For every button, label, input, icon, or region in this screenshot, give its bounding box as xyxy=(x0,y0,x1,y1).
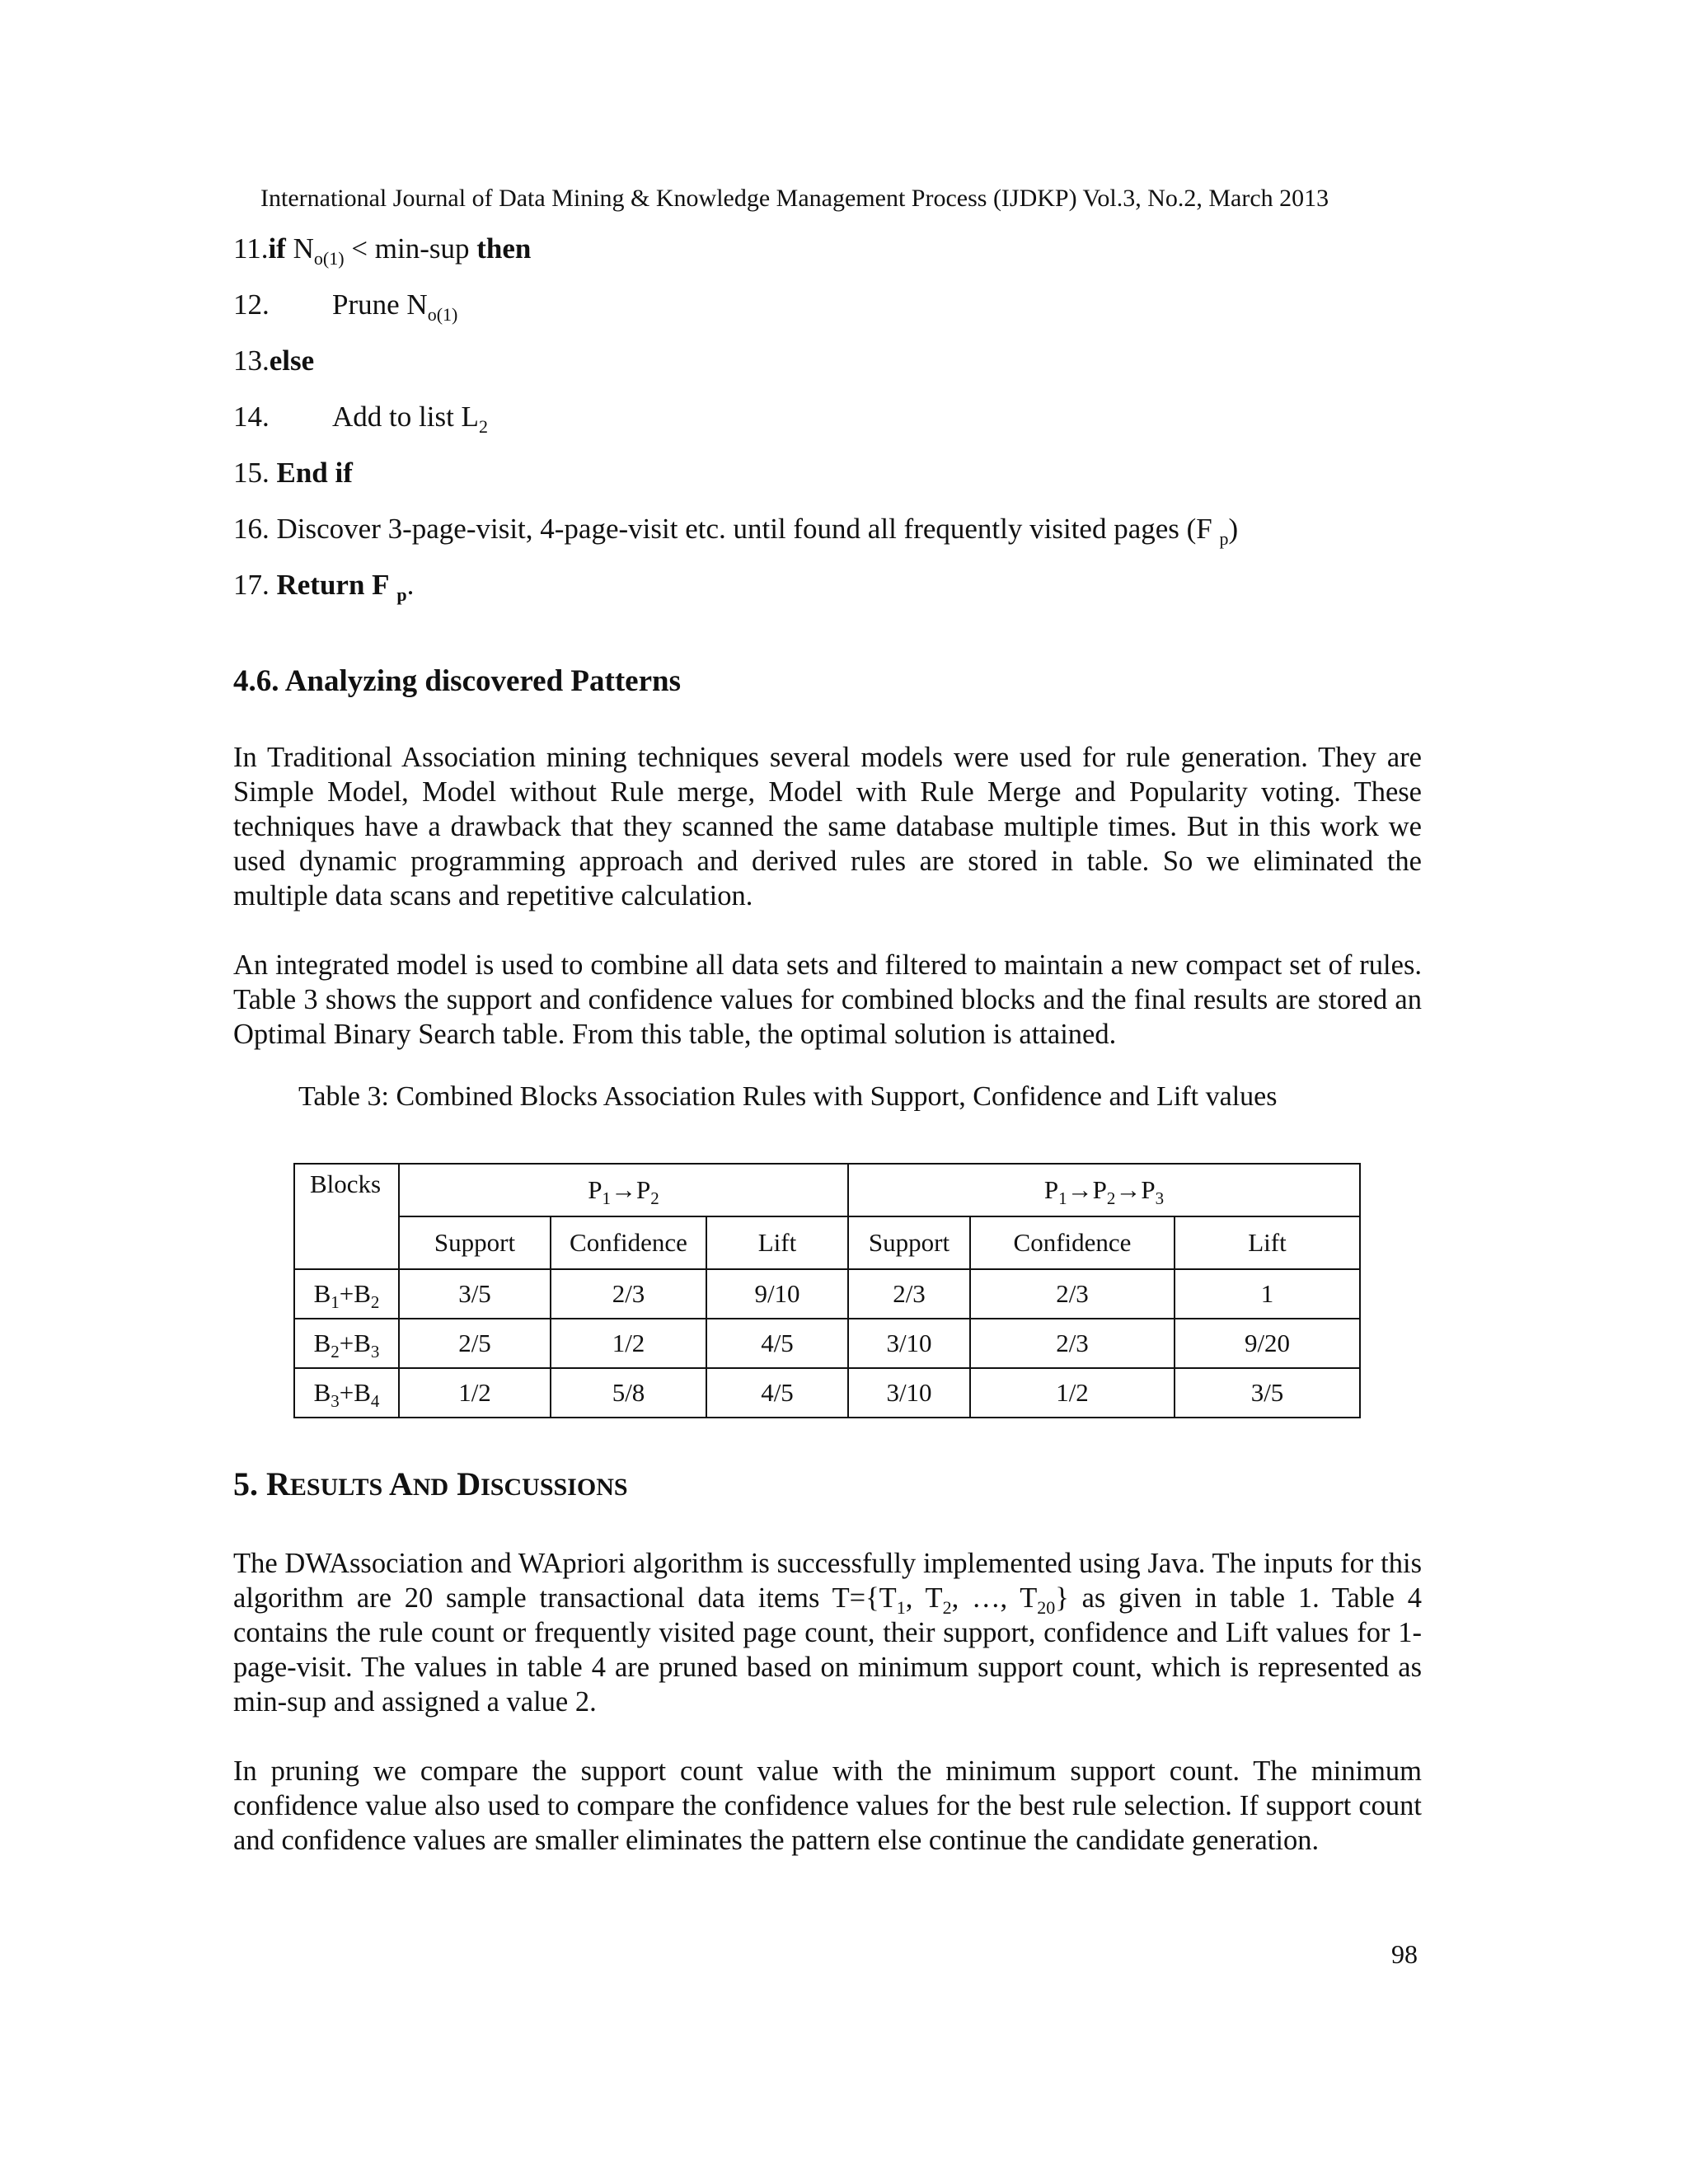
paragraph-4-6-2: An integrated model is used to combine all data sets and filtered to maintain a new compact set of rules. Table 3 shows the support and confidence values for combined blocks and the final results are stored an Optimal Binary Search table. From this table, the optimal solution is attained. xyxy=(233,949,1422,1050)
table-cell: 4/5 xyxy=(706,1319,848,1368)
paragraph-4-6-1: In Traditional Association mining techniques several models were used for rule generation. They are Simple Model, Model without Rule merge, Model with Rule Merge and Popularity voting. These techniques have a drawback that they scanned the same database multiple times. But in this work we used dynamic programming approach and derived rules are stored in table. So we eliminated the multiple data scans and repetitive calculation. xyxy=(233,742,1422,912)
table-cell: 3/10 xyxy=(848,1368,970,1418)
running-header: International Journal of Data Mining & Knowledge Management Process (IJDKP) Vol.3, No.2, March 2013 xyxy=(260,185,1329,212)
column-header: Confidence xyxy=(551,1216,706,1269)
group-header-p1-p2-p3: $P_1\to P_2\to P_3$ xyxy=(848,1164,1360,1216)
table-cell: 4/5 xyxy=(706,1368,848,1418)
column-header: Confidence xyxy=(970,1216,1175,1269)
table-row xyxy=(294,1269,1360,1319)
algorithm-line-11: 11.if $N_{o(1)} < \min-sup$ then xyxy=(233,232,532,269)
table-cell: 5/8 xyxy=(551,1368,706,1418)
algorithm-line-13: 13.else xyxy=(233,344,315,377)
table-cell: 9/20 xyxy=(1175,1319,1360,1368)
row-label: $B_1+B_2$ xyxy=(294,1269,399,1319)
table-cell: 9/10 xyxy=(706,1269,848,1319)
table-cell: 1/2 xyxy=(399,1368,551,1418)
algorithm-line-14: 14. Add to list $L_2$ xyxy=(233,401,488,437)
table-3 xyxy=(293,1163,1361,1418)
paragraph-5-2: In pruning we compare the support count value with the minimum support count. The minimum confidence value also used to compare the confidence values for the best rule selection. If support count and confidence values are smaller eliminates the pattern else continue the candidate generation. xyxy=(233,1755,1422,1856)
table-cell: 2/3 xyxy=(551,1269,706,1319)
section-heading-5: 5. RESULTS AND DISCUSSIONS xyxy=(233,1465,628,1502)
algorithm-line-15: 15. End if xyxy=(233,457,353,489)
column-header: Lift xyxy=(1175,1216,1360,1269)
column-header: Lift xyxy=(706,1216,848,1269)
group-header-p1-p2: $P_1\to P_2$ xyxy=(399,1164,848,1216)
algorithm-line-12: 12. Prune $N_{o(1)}$ xyxy=(233,288,458,325)
table-cell: 2/3 xyxy=(848,1269,970,1319)
table-cell: 1/2 xyxy=(551,1319,706,1368)
table-cell: 3/10 xyxy=(848,1319,970,1368)
table-cell: 2/3 xyxy=(970,1319,1175,1368)
table-header-row xyxy=(294,1164,1360,1216)
table-caption: Table 3: Combined Blocks Association Rules with Support, Confidence and Lift values xyxy=(298,1081,1278,1112)
row-label: $B_2+B_3$ xyxy=(294,1319,399,1368)
paragraph-5-1: The DWAssociation and WApriori algorithm is successfully implemented using Java. The inputs for this algorithm are 20 sample transactional data items $T=\{T_1$, $T_2$, …, $T_{20}$} as given in table 1. Table 4 contains the rule count or frequently visited page count, their support, confidence and Lift values for 1- page-visit. The values in table 4 are pruned based on minimum support count, which is represented as min-sup and assigned a value 2. xyxy=(233,1548,1422,1718)
table-cell: 2/5 xyxy=(399,1319,551,1368)
table-cell: 3/5 xyxy=(1175,1368,1360,1418)
row-label: $B_3+B_4$ xyxy=(294,1368,399,1418)
blocks-header: Blocks xyxy=(294,1164,399,1269)
table-cell: 1 xyxy=(1175,1269,1360,1319)
column-header: Support xyxy=(848,1216,970,1269)
page-number: 98 xyxy=(1391,1939,1418,1969)
table-cell: 1/2 xyxy=(970,1368,1175,1418)
column-header: Support xyxy=(399,1216,551,1269)
table-row xyxy=(294,1368,1360,1418)
section-heading-4-6: 4.6. Analyzing discovered Patterns xyxy=(233,664,681,698)
table-row xyxy=(294,1319,1360,1368)
table-cell: 3/5 xyxy=(399,1269,551,1319)
table-subheader-row xyxy=(294,1216,1360,1269)
algorithm-line-17: 17. Return F $_p$. xyxy=(233,569,415,605)
algorithm-line-16: 16. Discover 3-page-visit, 4-page-visit etc. until found all frequently visited pages (F $_p$) xyxy=(233,513,1239,549)
table-cell: 2/3 xyxy=(970,1269,1175,1319)
